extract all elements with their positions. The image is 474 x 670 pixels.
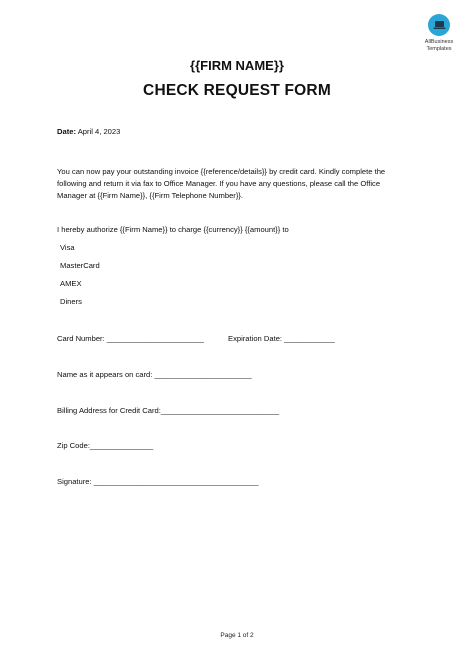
form-title: CHECK REQUEST FORM — [143, 82, 331, 99]
allbusiness-logo — [409, 14, 469, 52]
billing-address-field[interactable]: Billing Address for Credit Card:____________________________ — [57, 406, 280, 415]
authorization-text: I hereby authorize {{Firm Name}} to charge {{currency}} {{amount}} to — [57, 225, 289, 234]
logo-line-1: AllBusiness — [424, 39, 454, 45]
date-line — [57, 126, 120, 138]
card-option-amex[interactable]: AMEX — [60, 279, 82, 288]
intro-line-2: following and return it via fax to Office Manager. If you have any questions, please call the Office — [57, 179, 381, 188]
zip-code-field[interactable]: Zip Code:_______________ — [57, 441, 154, 450]
intro-line-1: You can now pay your outstanding invoice {{reference/details}} by credit card. Kindly complete the — [57, 167, 386, 176]
card-option-diners[interactable]: Diners — [60, 297, 82, 306]
signature-field[interactable]: Signature: _______________________________________ — [57, 477, 259, 486]
intro-line-3: Manager at {{Firm Name}}, {{Firm Telephone Number}}. — [57, 191, 244, 200]
card-number-field[interactable]: Card Number: _______________________ — [57, 334, 204, 343]
firm-name-heading: {{FIRM NAME}} — [190, 58, 284, 73]
date-value: April 4, 2023 — [77, 127, 121, 136]
page-number: Page 1 of 2 — [220, 632, 254, 639]
expiration-date-field[interactable]: Expiration Date: ____________ — [228, 334, 335, 343]
card-option-visa[interactable]: Visa — [60, 243, 75, 252]
date-label: Date: — [57, 127, 76, 136]
card-option-mastercard[interactable]: MasterCard — [60, 261, 100, 270]
name-on-card-field[interactable]: Name as it appears on card: _______________________ — [57, 370, 252, 379]
laptop-icon — [428, 14, 450, 36]
logo-line-2: Templates — [426, 45, 452, 52]
